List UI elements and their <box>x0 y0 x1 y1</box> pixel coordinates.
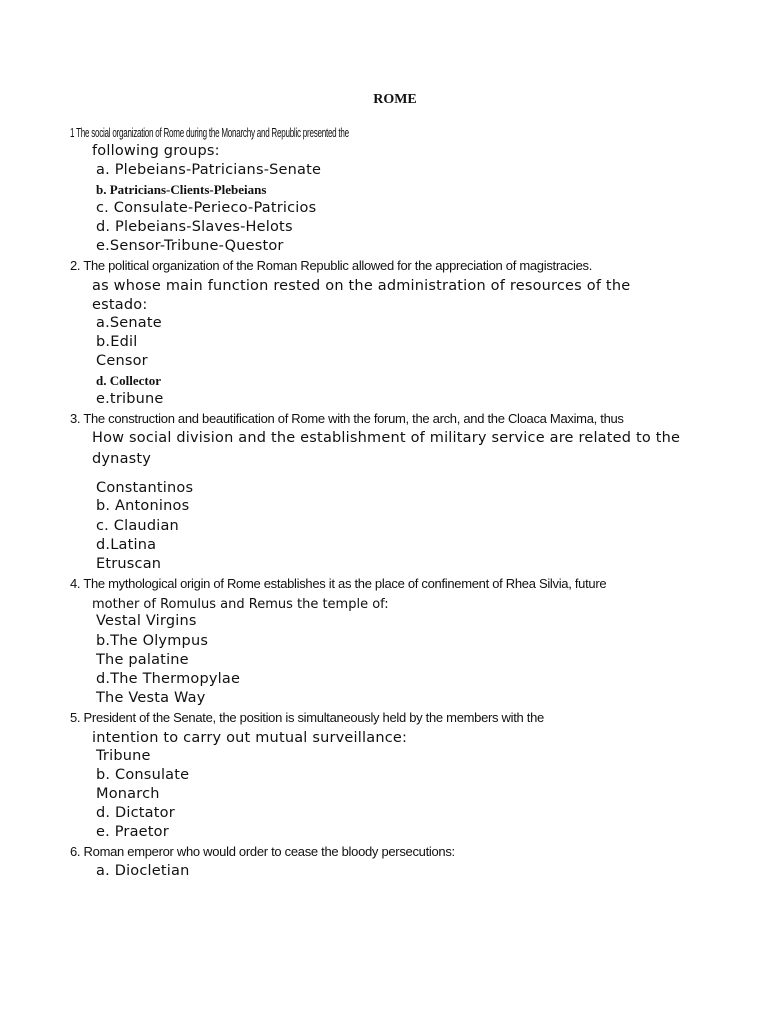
question-1-option-c: c. Consulate-Perieco-Patricios <box>96 200 317 216</box>
question-4-option-e: The Vesta Way <box>96 690 206 706</box>
question-4-option-d: d.The Thermopylae <box>96 671 241 687</box>
question-3-option-c: c. Claudian <box>96 518 179 534</box>
question-1-option-e: e.Sensor-Tribune-Questor <box>96 238 284 254</box>
question-5-option-b: b. Consulate <box>96 767 190 783</box>
question-3-option-e: Etruscan <box>96 556 162 572</box>
question-3-option-a: Constantinos <box>96 480 194 496</box>
question-4-option-a: Vestal Virgins <box>96 613 197 629</box>
question-2-line-3: estado: <box>92 297 148 313</box>
question-1-line-2: following groups: <box>92 143 220 159</box>
question-4-option-b: b.The Olympus <box>96 633 209 649</box>
question-5-line-2: intention to carry out mutual surveillance: <box>92 730 408 746</box>
question-3-option-d: d.Latina <box>96 537 157 553</box>
question-2-option-b: b.Edil <box>96 334 138 350</box>
question-3-line-3: dynasty <box>92 451 152 467</box>
question-5-option-c: Monarch <box>96 786 160 802</box>
question-1-option-b: b. Patricians-Clients-Plebeians <box>96 182 267 197</box>
question-2-option-d: d. Collector <box>96 373 161 388</box>
question-2-line-1: 2. The political organization of the Roman Republic allowed for the appreciation of magistracies. <box>70 258 593 273</box>
question-4-line-1: 4. The mythological origin of Rome establishes it as the place of confinement of Rhea Silvia, future <box>70 576 607 591</box>
question-5-option-e: e. Praetor <box>96 824 169 840</box>
question-5-option-a: Tribune <box>96 748 151 764</box>
question-1-option-a: a. Plebeians-Patricians-Senate <box>96 162 322 178</box>
question-6-line-1: 6. Roman emperor who would order to cease the bloody persecutions: <box>70 844 455 859</box>
question-1-line-1: 1 The social organization of Rome during the Monarchy and Republic presented the <box>70 125 349 140</box>
question-6-option-a: a. Diocletian <box>96 863 190 879</box>
question-2-option-c: Censor <box>96 353 148 369</box>
question-5-option-d: d. Dictator <box>96 805 175 821</box>
page-title: ROME <box>373 92 417 107</box>
question-2-option-a: a.Senate <box>96 315 162 331</box>
question-2-line-2: as whose main function rested on the administration of resources of the <box>92 278 631 294</box>
question-4-option-c: The palatine <box>96 652 189 668</box>
question-3-option-b: b. Antoninos <box>96 498 190 514</box>
question-2-option-e: e.tribune <box>96 391 164 407</box>
question-1-option-d: d. Plebeians-Slaves-Helots <box>96 219 293 235</box>
question-1-text <box>70 124 520 142</box>
question-4-line-2: mother of Romulus and Remus the temple of: <box>92 597 389 612</box>
question-5-line-1: 5. President of the Senate, the position is simultaneously held by the members with the <box>70 710 544 725</box>
question-3-line-2: How social division and the establishment of military service are related to the <box>92 430 681 446</box>
question-3-line-1: 3. The construction and beautification of Rome with the forum, the arch, and the Cloaca Maxima, thus <box>70 411 624 426</box>
